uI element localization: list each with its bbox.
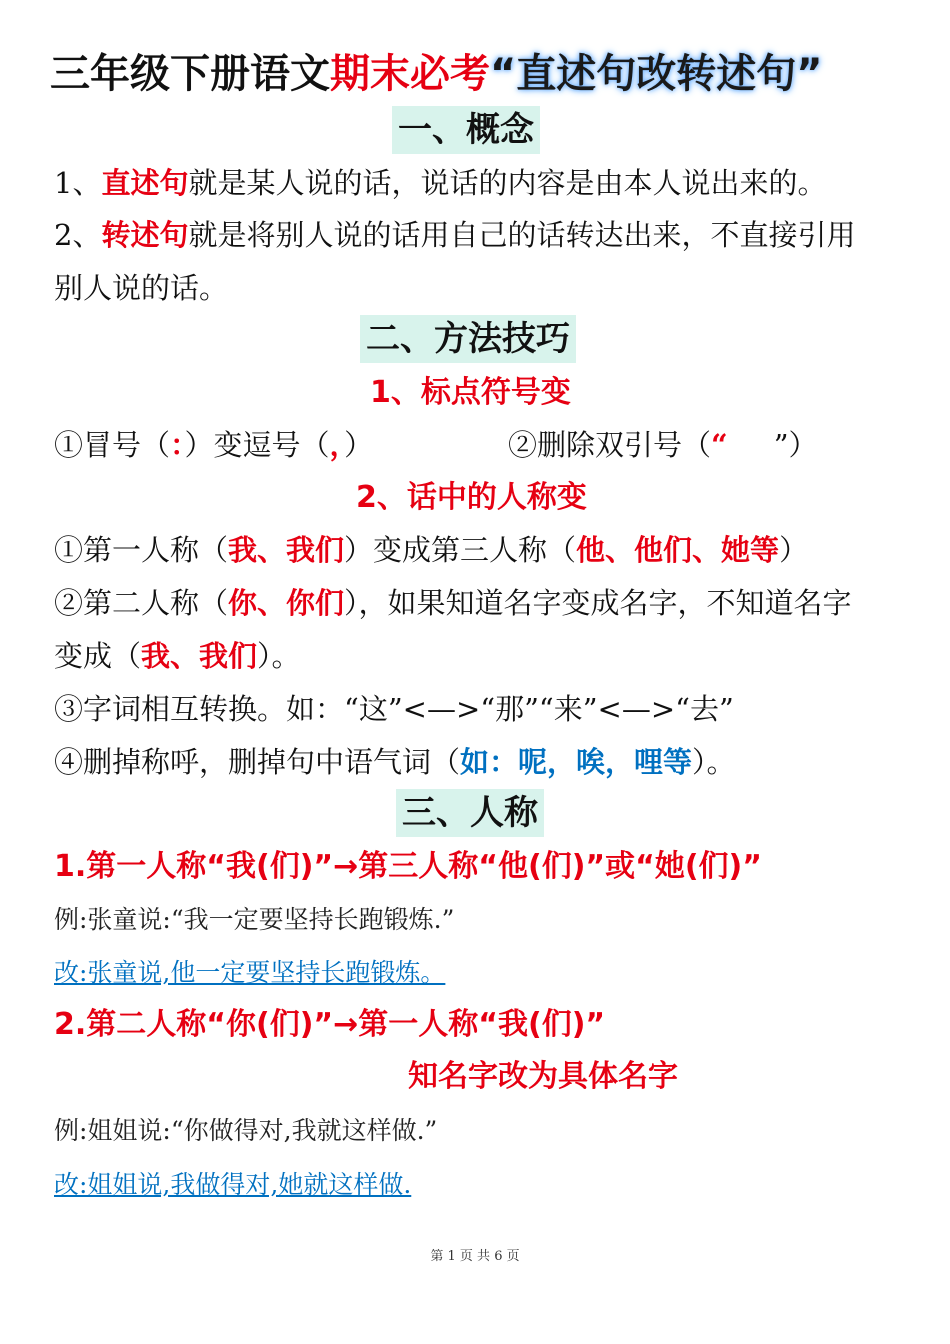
title-part-3: “直述句改转述句” — [490, 51, 823, 97]
page-title — [50, 48, 823, 100]
person-rule-1-b: 我、我们 — [228, 533, 345, 567]
rule-heading-1: 1.第一人称“我(们)”→第三人称“他(们)”或“她(们)” — [54, 849, 762, 884]
punct-rule-1-e: ） — [344, 428, 374, 462]
concept-line-2-key: 转述句 — [101, 218, 189, 252]
concept-line-2-num: 2、 — [54, 218, 102, 252]
person-rule-1 — [54, 530, 808, 570]
subheading-punctuation: 1、标点符号变 — [370, 375, 571, 410]
section-heading-concept: 一、概念 — [392, 106, 540, 154]
punct-rule-2-a: ②删除双引号（ — [508, 428, 712, 462]
punct-rule-2-c: ”） — [773, 428, 818, 462]
example-2: 例:姐姐说:“你做得对,我就这样做.” — [54, 1116, 438, 1145]
person-rule-2-cont-c: ）。 — [257, 639, 301, 673]
person-rule-4-a: ④删掉称呼，删掉句中语气词（ — [54, 745, 461, 779]
punct-rule-1-c: ）变逗号（ — [184, 428, 330, 462]
person-rule-4 — [54, 742, 736, 782]
person-rule-2-a: ②第二人称（ — [54, 586, 229, 620]
punctuation-rule-1 — [54, 425, 373, 465]
person-rule-1-a: ①第一人称（ — [54, 533, 229, 567]
section-heading-person: 三、人称 — [396, 789, 544, 837]
open-quote-symbol: “ — [711, 428, 728, 462]
page-footer: 第 1 页 共 6 页 — [430, 1249, 520, 1264]
concept-line-1-text: 就是某人说的话，说话的内容是由本人说出来的。 — [188, 166, 827, 200]
concept-line-1-key: 直述句 — [101, 166, 189, 200]
concept-line-3: 别人说的话。 — [54, 271, 229, 305]
concept-line-1 — [54, 163, 826, 203]
person-rule-2-cont-b: 我、我们 — [141, 639, 258, 673]
person-rule-1-d: 他、他们、她等 — [576, 533, 780, 567]
person-rule-3: ③字词相互转换。如：“这”<—>“那”“来”<—>“去” — [54, 692, 734, 726]
comma-symbol: ， — [329, 428, 345, 462]
example-1: 例:张童说:“我一定要坚持长跑锻炼.” — [54, 905, 455, 934]
person-rule-4-b: 如：呢，唉，哩等 — [460, 745, 693, 779]
person-rule-1-e: ） — [779, 533, 809, 567]
section-heading-methods: 二、方法技巧 — [360, 315, 576, 363]
rule-heading-2-note: 知名字改为具体名字 — [408, 1059, 678, 1094]
person-rule-2-cont — [54, 636, 301, 676]
concept-line-2-text: 就是将别人说的话用自己的话转达出来，不直接引用 — [188, 218, 856, 252]
person-rule-2 — [54, 583, 852, 623]
person-rule-2-b: 你、你们 — [228, 586, 345, 620]
person-rule-2-c: ），如果知道名字变成名字，不知道名字 — [344, 586, 852, 620]
person-rule-4-c: ）。 — [692, 745, 736, 779]
concept-line-1-num: 1、 — [54, 166, 102, 200]
title-part-2: 期末必考 — [330, 51, 490, 97]
colon-symbol: ： — [170, 428, 185, 462]
correction-1: 改:张童说,他一定要坚持长跑锻炼。 — [54, 958, 446, 987]
punct-rule-1-a: ①冒号（ — [54, 428, 171, 462]
person-rule-1-c: ）变成第三人称（ — [344, 533, 577, 567]
rule-heading-2: 2.第二人称“你(们)”→第一人称“我(们)” — [54, 1007, 606, 1042]
person-rule-2-cont-a: 变成（ — [54, 639, 142, 673]
punctuation-rule-2 — [508, 425, 818, 465]
title-part-1: 三年级下册语文 — [50, 51, 330, 97]
correction-2: 改:姐姐说,我做得对,她就这样做. — [54, 1170, 412, 1199]
concept-line-2 — [54, 215, 855, 255]
subheading-person-change: 2、话中的人称变 — [356, 480, 587, 515]
